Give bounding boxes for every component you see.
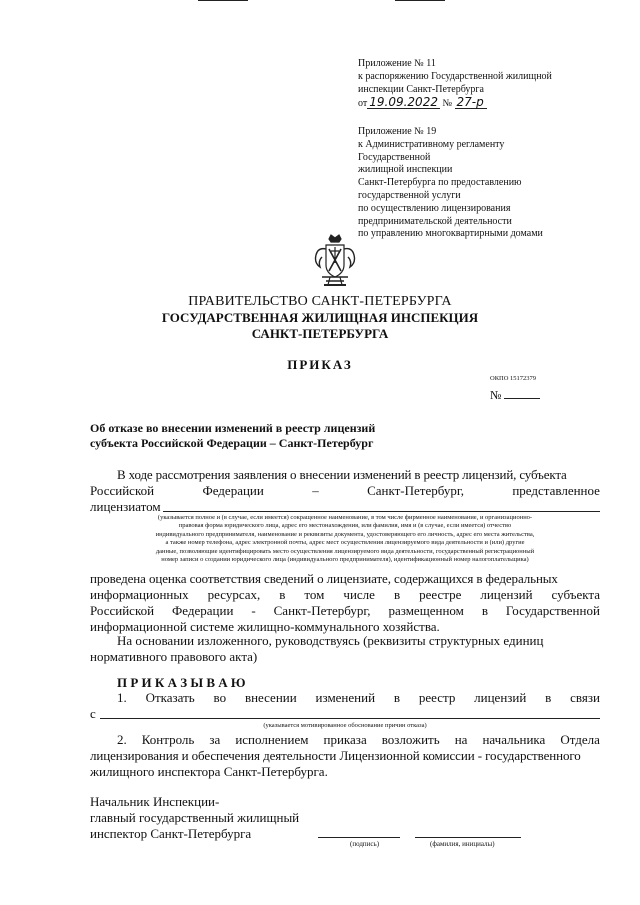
subject-line1: Об отказе во внесении изменений в реестр лицензий	[90, 421, 376, 435]
licensee-blank	[163, 499, 600, 512]
word: Федерации	[172, 603, 234, 618]
number-prefix: №	[442, 98, 453, 110]
word: том	[304, 587, 325, 602]
government-title: ПРАВИТЕЛЬСТВО САНКТ-ПЕТЕРБУРГА	[188, 294, 452, 309]
appendix-19-line: государственной услуги	[358, 189, 461, 201]
order-number-row	[490, 388, 540, 403]
para1-line2	[90, 483, 600, 499]
signature-blank	[318, 837, 400, 838]
word: в	[279, 587, 286, 602]
note-line: данные, позволяющие идентифицировать место осуществления лицензируемого вида деятельности, государственный регистрационный	[155, 547, 535, 555]
order-number-label: №	[490, 388, 502, 402]
item2-line1	[90, 732, 600, 748]
signatory-line2: главный государственный жилищный	[90, 810, 300, 825]
word: Российской	[90, 483, 155, 498]
appendix-19-line: по осуществлению лицензирования	[358, 202, 511, 214]
word: 1.	[117, 690, 127, 705]
document-type: ПРИКАЗ	[287, 357, 353, 372]
signatory-line1: Начальник Инспекции-	[90, 794, 220, 809]
word: числе	[343, 587, 375, 602]
appendix-11-block	[358, 58, 620, 111]
order-number-blank	[504, 398, 540, 399]
word: Санкт-Петербург,	[273, 603, 371, 618]
word: –	[312, 483, 319, 498]
name-blank	[415, 837, 521, 838]
word: в	[393, 690, 401, 705]
name-caption: (фамилия, инициалы)	[430, 840, 495, 848]
word: реестр	[418, 690, 456, 705]
agency-title-line1: ГОСУДАРСТВЕННАЯ ЖИЛИЩНАЯ ИНСПЕКЦИЯ	[161, 310, 479, 325]
appendix-19-title: Приложение № 19	[358, 126, 437, 137]
note-line: индивидуального предпринимателя, наименование и реквизиты документа, удостоверяющего его личность, адрес его места жительства,	[155, 530, 535, 538]
licensee-label: лицензиатом	[90, 499, 161, 514]
word: в	[545, 690, 552, 705]
note-line: номер записи о создании юридического лица (индивидуального предпринимателя), идентификационный номер налогоплательщика)	[161, 556, 529, 564]
appendix-19-block	[358, 126, 620, 241]
word: Отказать	[145, 690, 195, 705]
note-line: (указывается полное и (в случае, если имеется) сокращенное наименование, в том числе фирменное наименование, и организационно-	[157, 514, 533, 521]
para3-line1: На основании изложенного, руководствуясь (реквизиты структурных единиц	[117, 633, 544, 648]
word: Государственной	[505, 603, 600, 618]
word: за	[209, 732, 221, 747]
top-rule-right	[395, 0, 445, 1]
word: начальника	[482, 732, 546, 747]
para2-line3	[90, 603, 600, 619]
signature-caption: (подпись)	[350, 840, 380, 848]
appendix-19-line: по управлению многоквартирными домами	[358, 228, 543, 240]
appendix-11-line2: инспекции Санкт-Петербурга	[358, 83, 484, 95]
item2-line2: лицензирования и обеспечения деятельности Лицензионной комиссии - государственного	[90, 748, 581, 763]
appendix-11-date-row	[358, 97, 620, 111]
paragraph-2	[90, 571, 600, 635]
order-heading: П Р И К А З Ы В А Ю	[117, 675, 246, 690]
agency-title-line2: САНКТ-ПЕТЕРБУРГА	[251, 326, 389, 341]
appendix-19-line: предпринимательской деятельности	[358, 215, 512, 227]
word: на	[454, 732, 468, 747]
okpo-code: ОКПО 15172379	[490, 375, 537, 382]
word: субъекта	[551, 587, 600, 602]
word: в	[393, 587, 401, 602]
word: размещенном	[388, 603, 464, 618]
word: приказа	[323, 732, 367, 747]
word: связи	[570, 690, 600, 705]
para2-line2	[90, 587, 600, 603]
word: в	[481, 603, 488, 618]
word: внесении	[244, 690, 297, 705]
word: изменений	[315, 690, 376, 705]
word: Федерации	[202, 483, 264, 498]
word: исполнением	[235, 732, 309, 747]
word: Российской	[90, 603, 155, 618]
word: Санкт-Петербург,	[367, 483, 464, 498]
para2-line1: проведена оценка соответствия сведений о лицензиате, содержащихся в федеральных	[90, 571, 558, 586]
word: возложить	[381, 732, 440, 747]
date-handwritten: 19.09.2022	[369, 95, 438, 110]
subject-block	[90, 421, 375, 451]
top-rule-left	[198, 0, 248, 1]
appendix-11-line1: к распоряжению Государственной жилищной	[358, 70, 552, 82]
paragraph-1	[90, 467, 600, 515]
appendix-19-line: жилищной инспекции	[358, 164, 453, 176]
item1-prefix: с	[90, 706, 96, 721]
appendix-19-line: Государственной	[358, 151, 431, 163]
word: лицензий	[480, 587, 533, 602]
appendix-19-line: к Административному регламенту	[358, 138, 505, 150]
appendix-11-title: Приложение № 11	[358, 58, 436, 69]
word: представленное	[512, 483, 600, 498]
date-prefix: от	[358, 98, 368, 110]
coat-of-arms-icon	[312, 233, 358, 289]
order-item-1-line2	[90, 706, 600, 722]
order-item-1-line1	[117, 690, 600, 706]
para2-line4: информационной системе жилищно-коммунального хозяйства.	[90, 619, 440, 634]
word: 2.	[117, 732, 127, 747]
word: реестре	[419, 587, 462, 602]
para1-line3	[90, 499, 600, 515]
appendix-19-line: Санкт-Петербурга по предоставлению	[358, 177, 522, 189]
word: ресурсах,	[207, 587, 261, 602]
word: -	[251, 603, 256, 618]
word: Контроль	[141, 732, 195, 747]
note-line: а также номер телефона, адрес электронной почты, адрес мест осуществления лицензируемого вида деятельности и (или) другие	[165, 539, 525, 547]
number-handwritten: 27-р	[455, 97, 487, 109]
subject-line2: субъекта Российской Федерации – Санкт-Петербург	[90, 436, 374, 450]
note-line: правовая форма юридического лица, адрес его местонахождения, или фамилия, имя и (в случае, если имеется) отчество	[178, 522, 512, 530]
licensee-note	[90, 514, 600, 564]
word: Отдела	[560, 732, 600, 747]
signatory-line3: инспектор Санкт-Петербурга	[90, 826, 252, 841]
word: во	[213, 690, 227, 705]
word: лицензий	[474, 690, 527, 705]
order-item-2	[90, 732, 600, 780]
item2-line3: жилищного инспектора Санкт-Петербурга.	[90, 764, 328, 779]
reason-note: (указывается мотивированное обоснование причин отказа)	[263, 722, 427, 729]
word: информационных	[90, 587, 189, 602]
signature-block	[90, 794, 299, 842]
para3-line2: нормативного правового акта)	[90, 649, 258, 664]
para1-line1: В ходе рассмотрения заявления о внесении изменений в реестр лицензий, субъекта	[117, 467, 567, 482]
paragraph-3	[90, 633, 600, 665]
reason-blank	[100, 706, 600, 719]
